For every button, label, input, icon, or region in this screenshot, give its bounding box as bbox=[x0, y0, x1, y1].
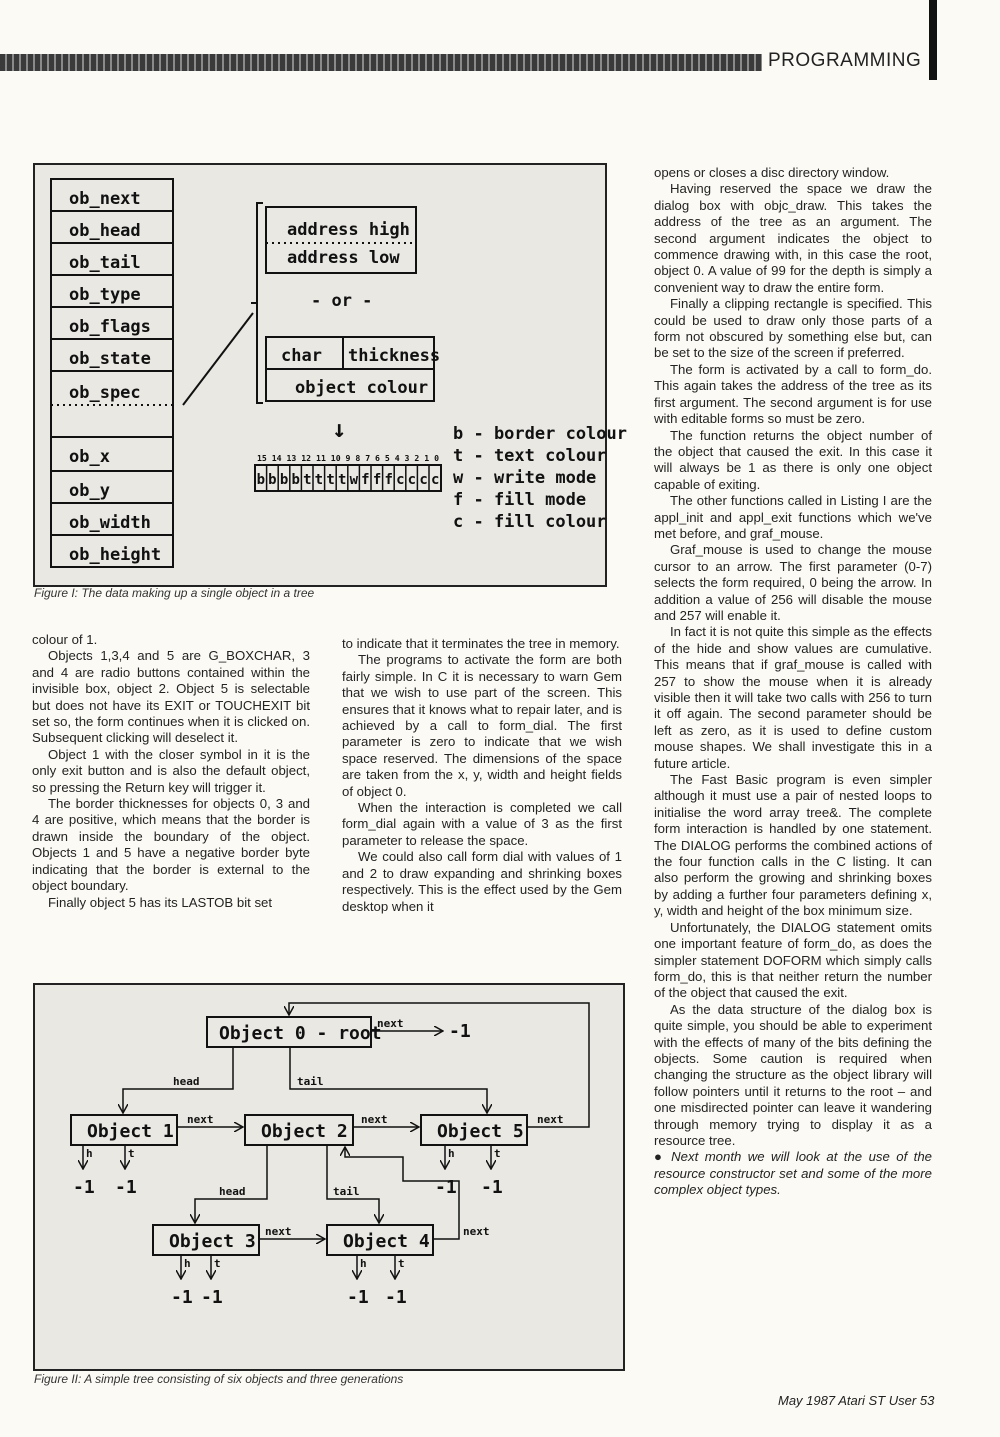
bit-letter: f bbox=[372, 472, 382, 488]
bit-letter: b bbox=[291, 472, 300, 488]
field-ob-spec: ob_spec bbox=[69, 383, 141, 403]
bit-letter: t bbox=[303, 472, 312, 488]
figure-2 bbox=[33, 983, 625, 1371]
address-low-label: address low bbox=[287, 248, 400, 268]
paragraph: The programs to activate the form are both fairly simple. In C it is necessary to warn Gem that we wish to use part of the screen. This ensures that it knows what to repair later, and is achieved by a call to form_dial. The first parameter is zero to indicate that we wish space reserved. The dimensions of the space are taken from the x, y, width and height fields of object 0. bbox=[342, 652, 622, 799]
paragraph: The form is activated by a call to form_do. This again takes the address of the tree as its first argument. The second argument is for use with editable forms so must be zero. bbox=[654, 361, 932, 427]
paragraph: Object 1 with the closer symbol in it is the only exit button and is also the default object, so pressing the Return key will trigger it. bbox=[32, 746, 310, 795]
label-obj5-next: next bbox=[537, 1113, 564, 1126]
node-object-5: Object 5 bbox=[437, 1121, 524, 1142]
paragraph: As the data structure of the dialog box is quite simple, you should be able to experiment with the effects of many of the bits defining the objects. Some caution is required when changing the structure as the object library will follow pointers until it returns to the root – and one misdirected pointer can leave it wandering through memory trying to display it as a resource tree. bbox=[654, 1001, 932, 1148]
header-rule bbox=[0, 54, 762, 71]
label-obj2-next: next bbox=[361, 1113, 388, 1126]
obj5-head-terminator: -1 bbox=[435, 1177, 457, 1198]
paragraph: Having reserved the space we draw the dialog box with objc_draw. This takes the address of the tree as an argument. The second argument indicates the object to commence drawing with, in this case the root, object 0. A value of 99 for the depth is simply a convenient way to draw the entire form. bbox=[654, 181, 932, 295]
paragraph: The border thicknesses for objects 0, 3 and 4 are positive, which means that the border is drawn inside the boundary of the object. Objects 1 and 5 have a negative border byte indicating that the border is external to the object boundary. bbox=[32, 796, 310, 894]
bit-letter: b bbox=[268, 472, 277, 488]
bit-letter: b bbox=[279, 472, 289, 488]
legend-fill-mode: f - fill mode bbox=[453, 490, 587, 510]
label-obj2-head: head bbox=[219, 1185, 246, 1198]
page-edge-mark bbox=[929, 0, 937, 80]
paragraph: to indicate that it terminates the tree in memory. bbox=[342, 636, 620, 651]
bit-letter: c bbox=[407, 472, 417, 488]
field-ob-head: ob_head bbox=[69, 221, 141, 241]
field-ob-width: ob_width bbox=[69, 513, 151, 533]
obj3-head-terminator: -1 bbox=[171, 1287, 193, 1308]
figure-1-diagram bbox=[35, 165, 627, 585]
closing-note bbox=[654, 1149, 932, 1198]
bit-letter: c bbox=[396, 472, 405, 488]
field-ob-height: ob_height bbox=[69, 545, 162, 565]
label-obj5-h: h bbox=[448, 1147, 455, 1160]
field-ob-x: ob_x bbox=[69, 447, 110, 467]
legend-text-colour: t - text colour bbox=[453, 446, 607, 466]
bit-letter: t bbox=[326, 472, 335, 488]
node-object-2: Object 2 bbox=[261, 1121, 348, 1142]
field-ob-next: ob_next bbox=[69, 189, 141, 209]
paragraph: In fact it is not quite this simple as the effects of the hide and show values are cumulative. This means that if graf_mouse is called with 257 to show the mouse when it is already visible then it will take two calls with 256 to turn it off again. The second parameter should be left as zero, as it is used to define custom mouse shapes. We shall investigate this in a future article. bbox=[654, 624, 932, 771]
closing-note-text: Next month we will look at the use of the resource constructor set and some of the more complex object types. bbox=[654, 1149, 932, 1198]
label-obj1-t: t bbox=[128, 1147, 135, 1160]
label-obj1-next: next bbox=[187, 1113, 214, 1126]
char-label: char bbox=[281, 346, 322, 366]
paragraph: Graf_mouse is used to change the mouse cursor to an arrow. The first parameter (0-7) selects the form required, 0 being the arrow. In addition a value of 256 will disable the mouse and 257 will enable it. bbox=[654, 542, 932, 623]
bit-numbers: 15 14 13 12 11 10 9 8 7 6 5 4 3 2 1 0 bbox=[257, 454, 440, 463]
paragraph: The other functions called in Listing I are the appl_init and appl_exit functions which we've met before, and graf_mouse. bbox=[654, 493, 932, 541]
paragraph: Finally a clipping rectangle is specified. This could be used to draw only those parts of a form not obscured by something else but, can be set to the size of the screen if preferred. bbox=[654, 296, 932, 361]
obj1-head-terminator: -1 bbox=[73, 1177, 95, 1198]
label-obj5-t: t bbox=[494, 1147, 501, 1160]
label-root-tail: tail bbox=[297, 1075, 324, 1088]
or-label: - or - bbox=[311, 291, 373, 311]
paragraph: Unfortunately, the DIALOG statement omits one important feature of form_do, as does the simpler statement DOFORM which simply calls form_do, this is that neither return the number of the object that caused the exit. bbox=[654, 919, 932, 1001]
bit-letter: b bbox=[256, 472, 266, 488]
obj3-tail-terminator: -1 bbox=[201, 1287, 223, 1308]
figure-1 bbox=[33, 163, 627, 587]
legend-write-mode: w - write mode bbox=[453, 468, 597, 488]
label-obj1-h: h bbox=[86, 1147, 93, 1160]
bullet-icon: ● bbox=[654, 1149, 665, 1165]
label-obj4-next: next bbox=[463, 1225, 490, 1238]
node-object-1: Object 1 bbox=[87, 1121, 174, 1142]
label-obj2-tail: tail bbox=[333, 1185, 360, 1198]
thickness-label: thickness bbox=[348, 346, 441, 366]
node-object-0-root: Object 0 - root bbox=[219, 1023, 382, 1044]
label-root-next: next bbox=[377, 1017, 404, 1030]
paragraph: We could also call form dial with values of 1 and 2 to draw expanding and shrinking boxes respectively. This is the effect used by the Gem desktop when it bbox=[342, 849, 622, 914]
bit-letter: f bbox=[361, 472, 370, 488]
field-ob-flags: ob_flags bbox=[69, 317, 151, 337]
paragraph: The function returns the object number of the object that caused the exit. In this case it will always be 1 as there is only one object capable of exiting. bbox=[654, 427, 932, 492]
field-ob-y: ob_y bbox=[69, 481, 110, 501]
object-colour-label: object colour bbox=[295, 378, 429, 398]
label-root-head: head bbox=[173, 1075, 200, 1088]
bit-letter: c bbox=[419, 472, 428, 488]
column-1 bbox=[32, 632, 310, 911]
bit-letter: f bbox=[384, 472, 393, 488]
label-obj4-h: h bbox=[360, 1257, 367, 1270]
arrow-down-icon: ↓ bbox=[332, 415, 347, 443]
figure-1-caption: Figure I: The data making up a single object in a tree bbox=[34, 586, 315, 600]
field-ob-type: ob_type bbox=[69, 285, 141, 305]
paragraph: colour of 1. bbox=[32, 632, 98, 647]
bit-letter: c bbox=[430, 472, 440, 488]
field-ob-state: ob_state bbox=[69, 349, 151, 369]
obj4-head-terminator: -1 bbox=[347, 1287, 369, 1308]
paragraph: Objects 1,3,4 and 5 are G_BOXCHAR, 3 and 4 are radio buttons contained within the invisible box, object 2. Object 5 is selectable but does not have its EXIT or TOUCHEXIT bit set so, the form continues when it is clicked on. Subsequent clicking will deselect it. bbox=[32, 648, 310, 746]
figure-2-caption: Figure II: A simple tree consisting of six objects and three generations bbox=[34, 1372, 404, 1386]
legend-fill-colour: c - fill colour bbox=[453, 512, 607, 532]
column-2 bbox=[342, 636, 622, 915]
section-title: PROGRAMMING bbox=[768, 50, 922, 71]
paragraph: opens or closes a disc directory window. bbox=[654, 165, 890, 180]
column-3 bbox=[654, 165, 932, 1199]
bit-letter: w bbox=[349, 472, 359, 488]
page-footer: May 1987 Atari ST User 53 bbox=[778, 1393, 935, 1408]
field-ob-tail: ob_tail bbox=[69, 253, 141, 273]
paragraph: The Fast Basic program is even simpler although it must use a pair of nested loops to initialise the word array tree&. The complete form interaction is handled by one statement. The DIALOG performs the combined actions of the four function calls in the C listing. It can also perform the growing and shrinking boxes by adding a further four parameters defining x, y, width and height of the box minimum size. bbox=[654, 772, 932, 919]
paragraph: Finally object 5 has its LASTOB bit set bbox=[48, 894, 273, 910]
figure-2-diagram bbox=[35, 985, 623, 1369]
label-obj3-t: t bbox=[214, 1257, 221, 1270]
label-obj3-next: next bbox=[265, 1225, 292, 1238]
obj1-tail-terminator: -1 bbox=[115, 1177, 137, 1198]
legend-border-colour: b - border colour bbox=[453, 424, 627, 444]
bit-letter: t bbox=[337, 472, 347, 488]
node-object-4: Object 4 bbox=[343, 1231, 430, 1252]
obj5-tail-terminator: -1 bbox=[481, 1177, 503, 1198]
label-obj3-h: h bbox=[184, 1257, 191, 1270]
node-object-3: Object 3 bbox=[169, 1231, 256, 1252]
obj4-tail-terminator: -1 bbox=[385, 1287, 407, 1308]
address-high-label: address high bbox=[287, 220, 410, 240]
label-obj4-t: t bbox=[398, 1257, 405, 1270]
root-next-terminator: -1 bbox=[449, 1021, 471, 1042]
bit-letter: t bbox=[314, 472, 324, 488]
paragraph: When the interaction is completed we call form_dial again with a value of 3 as the first parameter to release the space. bbox=[342, 800, 622, 848]
